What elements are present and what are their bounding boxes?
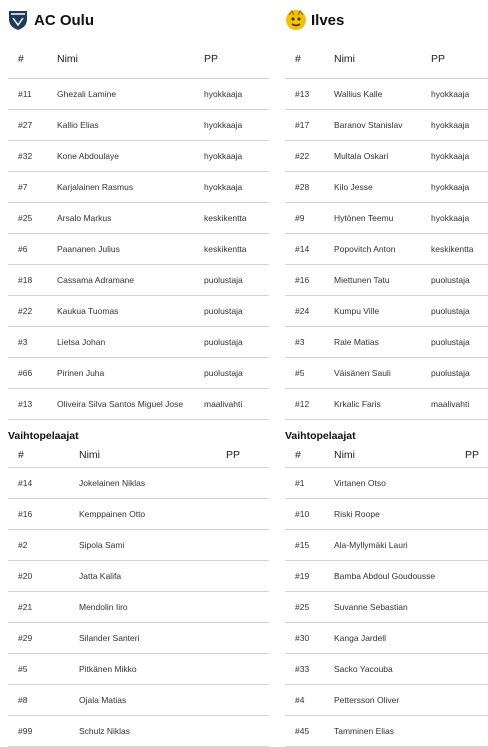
col-header-name: Nimi [48,40,203,79]
player-number: #10 [285,499,325,530]
player-row [285,141,488,172]
player-name: Virtanen Otso [325,468,463,499]
player-number: #27 [8,110,48,141]
player-name: Multala Oskari [325,141,430,172]
player-row [8,685,269,716]
player-position: keskikentta [203,234,269,265]
player-position: hyokkaaja [430,203,488,234]
player-number: #22 [8,296,48,327]
player-row [285,468,488,499]
player-row [8,389,269,420]
col-header-position: PP [224,443,269,468]
player-position [224,468,269,499]
player-name: Baranov Stanislav [325,110,430,141]
player-row [8,234,269,265]
player-position: keskikentta [430,234,488,265]
player-position: puolustaja [430,265,488,296]
player-position: keskikentta [203,203,269,234]
player-number: #29 [8,623,69,654]
player-number: #11 [8,79,48,110]
player-name: Arsalo Markus [48,203,203,234]
player-name: Väisänen Sauli [325,358,430,389]
home-team-name: AC Oulu [34,11,94,29]
player-row [285,110,488,141]
player-position: hyokkaaja [430,141,488,172]
home-subs-table [8,443,269,747]
player-position: hyokkaaja [203,79,269,110]
player-number: #66 [8,358,48,389]
away-team-header [285,0,488,40]
player-position: puolustaja [430,327,488,358]
player-number: #16 [285,265,325,296]
player-row [285,623,488,654]
player-number: #19 [285,561,325,592]
player-row [8,79,269,110]
player-name: Kaukua Tuomas [48,296,203,327]
player-row [8,654,269,685]
player-position: puolustaja [430,358,488,389]
player-name: Krkalic Faris [325,389,430,420]
player-number: #17 [285,110,325,141]
player-number: #4 [285,685,325,716]
table-header-row [285,40,488,79]
player-row [285,296,488,327]
player-name: Riski Roope [325,499,463,530]
player-position: puolustaja [203,358,269,389]
player-row [285,79,488,110]
player-position: hyokkaaja [430,172,488,203]
player-name: Silander Santeri [69,623,224,654]
player-name: Kallio Elias [48,110,203,141]
player-number: #99 [8,716,69,747]
player-row [8,172,269,203]
player-number: #8 [8,685,69,716]
player-name: Lietsa Johan [48,327,203,358]
player-position [224,716,269,747]
col-header-name: Nimi [325,443,463,468]
player-number: #6 [8,234,48,265]
player-name: Hytönen Teemu [325,203,430,234]
player-row [285,265,488,296]
player-name: Sacko Yacouba [325,654,463,685]
player-number: #1 [285,468,325,499]
col-header-number: # [8,443,69,468]
player-position: hyokkaaja [430,79,488,110]
away-subs-title: Vaihtopelaajat [285,430,356,442]
col-header-position: PP [430,40,488,79]
away-team-column [285,0,488,747]
player-number: #14 [8,468,69,499]
player-position: puolustaja [430,296,488,327]
player-row [8,110,269,141]
player-name: Jatta Kalifa [69,561,224,592]
player-position [463,623,488,654]
col-header-number: # [8,40,48,79]
player-name: Mendolin Iiro [69,592,224,623]
col-header-position: PP [463,443,488,468]
player-name: Bamba Abdoul Goudousse [325,561,463,592]
col-header-position: PP [203,40,269,79]
player-row [8,358,269,389]
player-name: Karjalainen Rasmus [48,172,203,203]
player-row [285,234,488,265]
player-position [463,468,488,499]
player-row [8,203,269,234]
ac-oulu-logo-icon [8,9,28,31]
player-row [285,685,488,716]
player-position: hyokkaaja [203,172,269,203]
away-team-name: Ilves [311,11,345,29]
player-row [285,172,488,203]
player-number: #12 [285,389,325,420]
player-row [285,716,488,747]
home-subs-title: Vaihtopelaajat [8,430,79,442]
player-row [8,468,269,499]
player-name: Ghezali Lamine [48,79,203,110]
player-row [8,141,269,172]
player-name: Pitkänen Mikko [69,654,224,685]
player-position: puolustaja [203,327,269,358]
player-row [8,327,269,358]
player-number: #3 [8,327,48,358]
table-header-row [285,443,488,468]
player-number: #20 [8,561,69,592]
player-row [285,203,488,234]
player-name: Schulz Niklas [69,716,224,747]
player-position [463,654,488,685]
player-number: #2 [8,530,69,561]
player-number: #32 [8,141,48,172]
player-position [224,530,269,561]
player-name: Sipola Sami [69,530,224,561]
player-name: Pettersson Oliver [325,685,463,716]
player-number: #33 [285,654,325,685]
player-position [224,592,269,623]
player-position [463,716,488,747]
player-name: Tamminen Elias [325,716,463,747]
player-position: hyokkaaja [203,141,269,172]
player-number: #7 [8,172,48,203]
col-header-name: Nimi [69,443,224,468]
player-row [285,327,488,358]
player-number: #24 [285,296,325,327]
player-name: Cassama Adramane [48,265,203,296]
player-number: #30 [285,623,325,654]
player-number: #28 [285,172,325,203]
ilves-logo-icon [285,9,305,31]
player-position: hyokkaaja [430,110,488,141]
player-number: #18 [8,265,48,296]
player-row [285,592,488,623]
player-name: Ojala Matias [69,685,224,716]
player-row [8,561,269,592]
player-row [8,265,269,296]
player-position [224,499,269,530]
player-position [463,499,488,530]
player-position [463,530,488,561]
player-name: Rale Matias [325,327,430,358]
player-row [8,499,269,530]
player-position [463,685,488,716]
player-name: Ala-Myllymäki Lauri [325,530,463,561]
home-team-column [8,0,269,747]
player-row [8,296,269,327]
player-number: #14 [285,234,325,265]
player-row [8,623,269,654]
player-number: #22 [285,141,325,172]
player-name: Kone Abdoulaye [48,141,203,172]
player-row [285,389,488,420]
table-header-row [8,443,269,468]
player-name: Kanga Jardell [325,623,463,654]
player-number: #3 [285,327,325,358]
player-name: Paananen Julius [48,234,203,265]
col-header-name: Nimi [325,40,430,79]
player-row [285,499,488,530]
player-number: #9 [285,203,325,234]
player-number: #13 [8,389,48,420]
player-number: #13 [285,79,325,110]
player-row [8,592,269,623]
player-row [8,716,269,747]
player-row [285,654,488,685]
player-position [463,592,488,623]
home-team-header [8,0,269,40]
player-number: #5 [285,358,325,389]
player-position [463,561,488,592]
player-number: #45 [285,716,325,747]
player-row [8,530,269,561]
player-position: puolustaja [203,296,269,327]
player-number: #16 [8,499,69,530]
player-position: maalivahti [430,389,488,420]
player-name: Kilo Jesse [325,172,430,203]
player-name: Kemppainen Otto [69,499,224,530]
home-starters-table [8,40,269,420]
table-header-row [8,40,269,79]
player-position [224,561,269,592]
away-subs-table [285,443,488,747]
player-position: hyokkaaja [203,110,269,141]
player-row [285,358,488,389]
player-name: Wallius Kalle [325,79,430,110]
player-row [285,561,488,592]
player-name: Jokelainen Niklas [69,468,224,499]
player-number: #25 [8,203,48,234]
player-name: Suvanne Sebastian [325,592,463,623]
player-row [285,530,488,561]
col-header-number: # [285,443,325,468]
away-starters-table [285,40,488,420]
player-position [224,623,269,654]
player-number: #25 [285,592,325,623]
player-number: #21 [8,592,69,623]
player-name: Kumpu Ville [325,296,430,327]
player-number: #5 [8,654,69,685]
player-position: maalivahti [203,389,269,420]
player-name: Pirinen Juha [48,358,203,389]
player-number: #15 [285,530,325,561]
player-position [224,685,269,716]
col-header-number: # [285,40,325,79]
player-position [224,654,269,685]
player-position: puolustaja [203,265,269,296]
player-name: Oliveira Silva Santos Miguel Jose [48,389,203,420]
player-name: Miettunen Tatu [325,265,430,296]
player-name: Popovitch Anton [325,234,430,265]
